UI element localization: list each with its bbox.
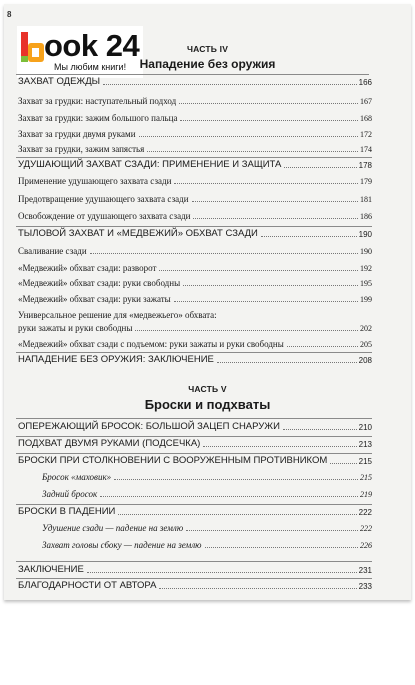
toc-entry: «Медвежий» обхват сзади: руки свободны 195 [18,278,372,288]
logo-slogan: Мы любим книги! [54,62,127,72]
toc-entry: Задний бросок 219 [42,489,372,499]
toc-entry: «Медвежий» обхват сзади: разворот 192 [18,263,372,273]
divider [16,436,372,437]
part4-title: Нападение без оружия [139,57,276,71]
toc-entry: ОПЕРЕЖАЮЩИЙ БРОСОК: БОЛЬШОЙ ЗАЦЕП СНАРУЖИ 210 [18,421,372,432]
toc-entry: Бросок «маховик» 215 [42,472,372,482]
toc-entry: ПОДХВАТ ДВУМЯ РУКАМИ (ПОДСЕЧКА) 213 [18,438,372,449]
toc-entry: ЗАХВАТ ОДЕЖДЫ 166 [18,76,372,87]
toc-entry: УДУШАЮЩИЙ ЗАХВАТ СЗАДИ: ПРИМЕНЕНИЕ И ЗАЩИТА 178 [18,159,372,170]
toc-entry: руки зажаты и руки свободны 202 [18,323,372,333]
divider [16,157,372,158]
logo-wordmark: ook 24 [44,28,140,63]
toc-entry: Захват за грудки, зажим запястья 174 [18,144,372,154]
part4-label: ЧАСТЬ IV [186,44,229,54]
toc-entry: Освобождение от удушающего захвата сзади 186 [18,211,372,221]
page-number: 8 [7,10,12,19]
toc-entry-line1: Универсальное решение для «медвежьего» обхвата: [18,310,217,320]
divider [16,453,372,454]
part5-label: ЧАСТЬ V [188,384,227,394]
divider [16,352,372,353]
toc-entry: Удушение сзади — падение на землю 222 [42,523,372,533]
toc-entry: Захват за грудки двумя руками 172 [18,129,372,139]
toc-entry: БРОСКИ ПРИ СТОЛКНОВЕНИИ С ВООРУЖЕННЫМ ПРОТИВНИКОМ 215 [18,455,372,466]
toc-entry: ТЫЛОВОЙ ЗАХВАТ И «МЕДВЕЖИЙ» ОБХВАТ СЗАДИ 190 [18,228,372,239]
divider [16,226,372,227]
toc-entry: ЗАКЛЮЧЕНИЕ 231 [18,564,372,575]
toc-entry: НАПАДЕНИЕ БЕЗ ОРУЖИЯ: ЗАКЛЮЧЕНИЕ 208 [18,354,372,365]
toc-entry: Сваливание сзади 190 [18,246,372,256]
toc-entry: «Медвежий» обхват сзади с подъемом: руки зажаты и руки свободны 205 [18,339,372,349]
toc-entry: Применение удушающего захвата сзади 179 [18,176,372,186]
divider [16,74,369,75]
toc-entry: БЛАГОДАРНОСТИ ОТ АВТОРА 233 [18,580,372,591]
divider [16,418,372,419]
toc-entry: Предотвращение удушающего захвата сзади 181 [18,194,372,204]
book-page [4,4,411,600]
toc-entry: Захват за грудки: зажим большого пальца 168 [18,113,372,123]
divider [16,561,372,562]
toc-entry: БРОСКИ В ПАДЕНИИ 222 [18,506,372,517]
divider [16,578,372,579]
toc-entry: Захват головы сбоку — падение на землю 226 [42,540,372,550]
divider [16,504,372,505]
toc-entry: Захват за грудки: наступательный подход 167 [18,96,372,106]
toc-entry: «Медвежий» обхват сзади: руки зажаты 199 [18,294,372,304]
part5-title: Броски и подхваты [144,397,271,412]
